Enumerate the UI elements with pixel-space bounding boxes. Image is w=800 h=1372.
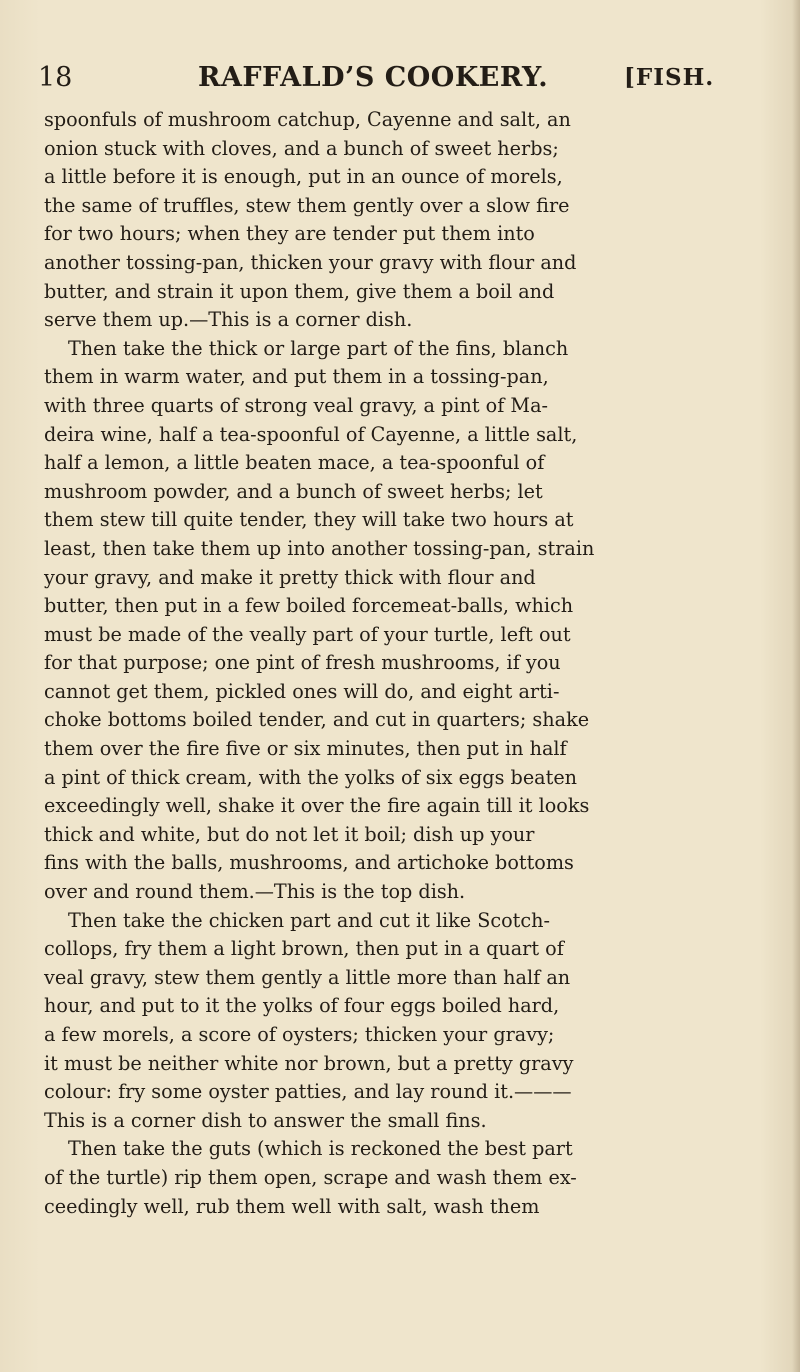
text-line: Then take the thick or large part of the fins, blanch	[68, 336, 569, 360]
page-number: 18	[38, 62, 73, 93]
text-line: over and round them.—This is the top dish.	[44, 880, 466, 904]
text-line: of the turtle) rip them open, scrape and wash them ex-	[44, 1165, 577, 1189]
text-line: them over the fire five or six minutes, then put in half	[44, 737, 567, 761]
text-line: half a lemon, a little beaten mace, a tea-spoonful of	[44, 451, 545, 475]
text-line: fins with the balls, mushrooms, and artichoke bottoms	[44, 851, 574, 875]
text-line: them in warm water, and put them in a tossing-pan,	[44, 365, 549, 389]
text-line: for two hours; when they are tender put them into	[44, 222, 535, 246]
text-line: This is a corner dish to answer the small fins.	[44, 1108, 487, 1132]
page-edge-shadow	[792, 0, 800, 1372]
text-line: butter, then put in a few boiled forcemeat-balls, which	[44, 594, 574, 618]
text-line: colour: fry some oyster patties, and lay round it.———	[44, 1080, 572, 1104]
text-line: cannot get them, pickled ones will do, and eight arti-	[44, 679, 560, 703]
section-label: [FISH.	[624, 64, 715, 91]
text-line: a pint of thick cream, with the yolks of six eggs beaten	[44, 765, 578, 789]
text-line: it must be neither white nor brown, but a pretty gravy	[44, 1051, 574, 1075]
text-line: exceedingly well, shake it over the fire again till it looks	[44, 794, 590, 818]
text-line: butter, and strain it upon them, give them a boil and	[44, 279, 555, 303]
running-title: RAFFALD’S COOKERY.	[198, 62, 549, 93]
text-line: Then take the chicken part and cut it like Scotch-	[68, 908, 550, 932]
text-line: mushroom powder, and a bunch of sweet herbs; let	[44, 479, 543, 503]
text-line: spoonfuls of mushroom catchup, Cayenne and salt, an	[44, 108, 571, 131]
text-line: a few morels, a score of oysters; thicken your gravy;	[44, 1023, 555, 1046]
text-line: choke bottoms boiled tender, and cut in quarters; shake	[44, 708, 590, 732]
text-line: another tossing-pan, thicken your gravy with flour and	[44, 250, 577, 274]
text-line: your gravy, and make it pretty thick with flour and	[44, 565, 536, 589]
text-line: deira wine, half a tea-spoonful of Cayenne, a little salt,	[44, 422, 578, 446]
text-line: with three quarts of strong veal gravy, a pint of Ma-	[44, 393, 548, 417]
text-line: serve them up.—This is a corner dish.	[44, 308, 413, 332]
body-text	[44, 106, 744, 1221]
text-line: the same of truffles, stew them gently over a slow fire	[44, 193, 570, 217]
text-line: ceedingly well, rub them well with salt, wash them	[44, 1194, 540, 1218]
text-line: hour, and put to it the yolks of four eggs boiled hard,	[44, 994, 560, 1018]
text-line: them stew till quite tender, they will take two hours at	[44, 508, 574, 532]
text-line: onion stuck with cloves, and a bunch of sweet herbs;	[44, 136, 559, 160]
text-line: collops, fry them a light brown, then put in a quart of	[44, 937, 564, 961]
text-line: Then take the guts (which is reckoned the best part	[68, 1137, 573, 1161]
text-line: a little before it is enough, put in an ounce of morels,	[44, 165, 563, 189]
text-line: least, then take them up into another tossing-pan, strain	[44, 536, 595, 560]
text-line: veal gravy, stew them gently a little more than half an	[44, 965, 571, 989]
text-line: for that purpose; one pint of fresh mushrooms, if you	[44, 651, 561, 675]
text-line: thick and white, but do not let it boil; dish up your	[44, 822, 535, 846]
page-header	[38, 58, 742, 98]
text-line: must be made of the veally part of your turtle, left out	[44, 622, 571, 646]
